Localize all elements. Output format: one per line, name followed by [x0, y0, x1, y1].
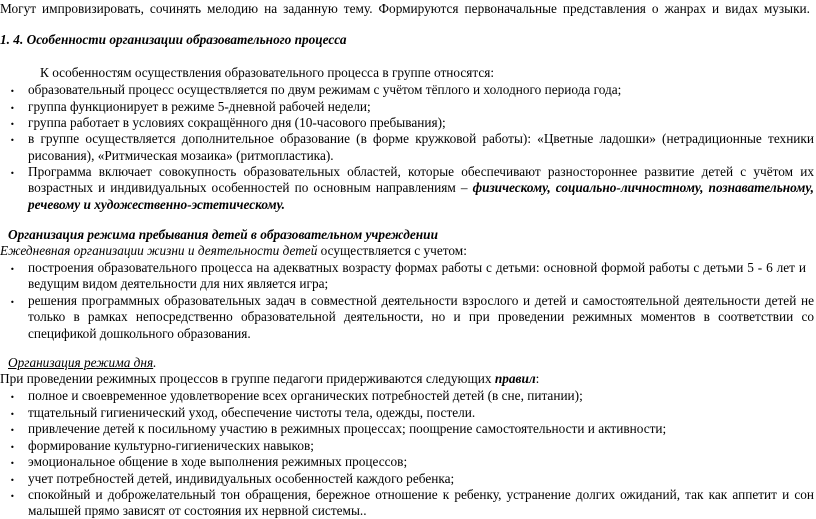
list-item-continuation: малышей прямо зависят от состояния их нервной системы..	[28, 503, 367, 518]
list-item: эмоциональное общение в ходе выполнения режимных процессов;	[28, 454, 408, 469]
list-item: Программа включает совокупность образовательных областей, которые обеспечивают разностороннее развитие детей с учётом их	[28, 164, 814, 179]
list-item: привлечение детей к посильному участию в режимных процессах; поощрение самостоятельности и активности;	[28, 421, 667, 436]
bullet-marker: •	[10, 265, 15, 274]
list-item-continuation: спецификой дошкольного образования.	[28, 326, 251, 341]
plain-text: осуществляется с учетом:	[317, 243, 467, 258]
emphasis-text: физическому, социально-личностному, познавательному,	[472, 180, 814, 195]
list-item-continuation: рисования), «Ритмическая мозаика» (ритмопластика).	[28, 148, 334, 163]
list-item: тщательный гигиенический уход, обеспечение чистоты тела, одежды, постели.	[28, 405, 476, 420]
underlined-heading: Организация режима дня	[8, 355, 154, 370]
bullet-marker: •	[10, 443, 15, 452]
bullet-marker: •	[10, 298, 15, 307]
intro-text: К особенностям осуществления образовательного процесса в группе относятся:	[40, 65, 495, 80]
section-heading-regime: Организация режима пребывания детей в образовательном учреждении	[8, 227, 438, 242]
list-item-continuation: ведущим видом деятельности для них является игра;	[28, 276, 329, 291]
colon-text: :	[535, 371, 540, 386]
list-item-continuation: только в рамках непосредственно образовательной деятельности, но и при проведении режимных моментов в соответствии со	[28, 309, 814, 324]
bullet-marker: •	[10, 87, 15, 96]
list-item: группа работает в условиях сокращённого дня (10-часового пребывания);	[28, 115, 446, 130]
list-item: спокойный и доброжелательный тон обращения, бережное отношение к ребенку, устранение долгих ожиданий, так как аппетит и сон	[28, 487, 814, 502]
bullet-marker: •	[10, 476, 15, 485]
list-item: в группе осуществляется дополнительное образование (в форме кружковой работы): «Цветные ладошки» (нетрадиционные техники	[28, 131, 814, 146]
list-item-continuation	[28, 180, 814, 196]
bullet-marker: •	[10, 136, 15, 145]
heading-dot: .	[153, 355, 157, 370]
bullet-marker: •	[10, 393, 15, 402]
bullet-marker: •	[10, 169, 15, 178]
list-item: формирование культурно-гигиенических навыков;	[28, 438, 314, 453]
rules-intro	[0, 371, 539, 387]
bullet-marker: •	[10, 120, 15, 129]
bullet-marker: •	[10, 492, 15, 501]
list-item: учет потребностей детей, индивидуальных особенностей каждого ребенка;	[28, 471, 455, 486]
italic-text: Ежедневная организации жизни и деятельности детей	[0, 243, 318, 258]
subheading-daily	[0, 243, 467, 259]
list-item: группа функционирует в режиме 5-дневной рабочей недели;	[28, 99, 371, 114]
list-item: построения образовательного процесса на адекватных возрасту формах работы с детьми: основной формой работы с детьми 5 - 6 лет и	[28, 260, 806, 275]
list-item: образовательный процесс осуществляется по двум режимам с учётом тёплого и холодного периода года;	[28, 82, 622, 97]
bullet-marker: •	[10, 459, 15, 468]
list-item-continuation: речевому и художественно-эстетическому.	[28, 197, 285, 212]
paragraph-music: Могут импровизировать, сочинять мелодию на заданную тему. Формируются первоначальные представления о жанрах и видах музыки.	[0, 1, 810, 16]
list-item: решения программных образовательных задач в совместной деятельности взрослого и детей и самостоятельной деятельности детей не	[28, 293, 814, 308]
list-item-text: возрастных и индивидуальных особенностей по основным направлениям –	[28, 180, 473, 195]
section-heading-1-4: 1. 4. Особенности организации образовательного процесса	[0, 32, 347, 47]
bullet-marker: •	[10, 104, 15, 113]
plain-text: При проведении режимных процессов в группе педагоги придерживаются следующих	[0, 371, 495, 386]
emphasis-text: правил	[494, 371, 536, 386]
section-heading-day	[8, 355, 157, 371]
bullet-marker: •	[10, 426, 15, 435]
list-item: полное и своевременное удовлетворение всех органических потребностей детей (в сне, питании);	[28, 388, 583, 403]
bullet-marker: •	[10, 410, 15, 419]
